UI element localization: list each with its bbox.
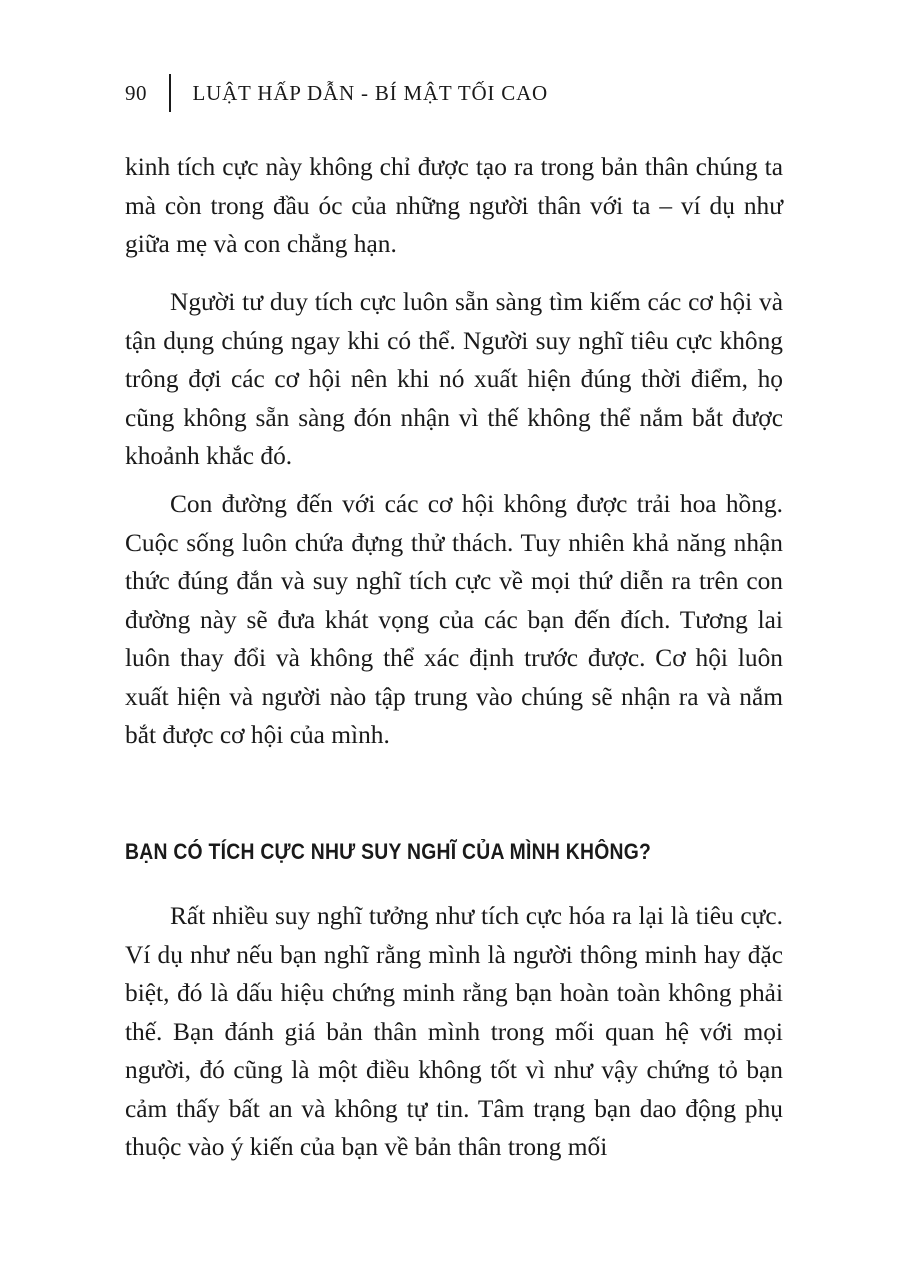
section-paragraph: Rất nhiều suy nghĩ tưởng như tích cực hóa ra lại là tiêu cực. Ví dụ như nếu bạn nghĩ rằng mình là người thông minh hay đặc biệt, đó là dấu hiệu chứng minh rằng bạn hoàn toàn không phải thế. Bạn đánh giá bản thân mình trong mối quan hệ với mọi người, đó cũng là một điều không tốt vì như vậy chứng tỏ bạn cảm thấy bất an và không tự tin. Tâm trạng bạn dao động phụ thuộc vào ý kiến của bạn về bản thân trong mối	[125, 902, 783, 1161]
body-paragraph: Người tư duy tích cực luôn sẵn sàng tìm kiếm các cơ hội và tận dụng chúng ngay khi có thể. Người suy nghĩ tiêu cực không trông đợi các cơ hội nên khi nó xuất hiện đúng thời điểm, họ cũng không sẵn sàng đón nhận vì thế không thể nắm bắt được khoảnh khắc đó.	[125, 288, 783, 470]
running-title: LUẬT HẤP DẪN - BÍ MẬT TỐI CAO	[192, 80, 549, 105]
header-divider	[169, 74, 171, 112]
body-paragraph: Con đường đến với các cơ hội không được trải hoa hồng. Cuộc sống luôn chứa đựng thử thách. Tuy nhiên khả năng nhận thức đúng đắn và suy nghĩ tích cực về mọi thứ diễn ra trên con đường này sẽ đưa khát vọng của các bạn đến đích. Tương lai luôn thay đổi và không thể xác định trước được. Cơ hội luôn xuất hiện và người nào tập trung vào chúng sẽ nhận ra và nắm bắt được cơ hội của mình.	[125, 490, 783, 749]
running-header	[125, 72, 548, 114]
body-paragraph: kinh tích cực này không chỉ được tạo ra trong bản thân chúng ta mà còn trong đầu óc của những người thân với ta – ví dụ như giữa mẹ và con chẳng hạn.	[125, 153, 783, 258]
page-number: 90	[125, 80, 147, 105]
section-heading: BẠN CÓ TÍCH CỰC NHƯ SUY NGHĨ CỦA MÌNH KHÔNG?	[125, 839, 652, 864]
